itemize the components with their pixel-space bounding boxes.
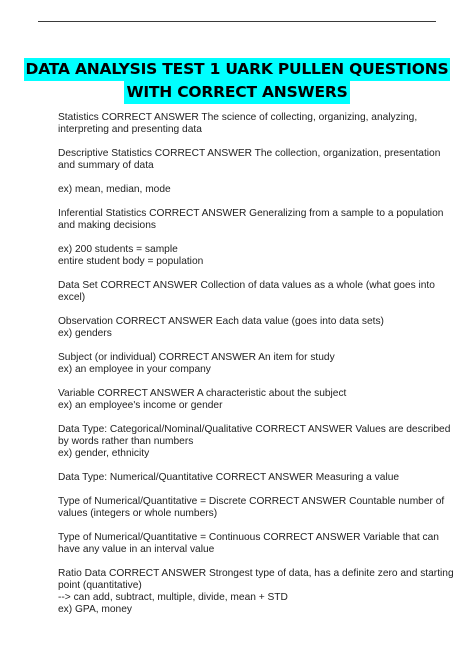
- text-line: entire student body = population: [58, 256, 204, 267]
- text-line: Inferential Statistics CORRECT ANSWER Generalizing from a sample to a population: [58, 208, 444, 219]
- text-line: by words rather than numbers: [58, 436, 194, 447]
- paragraph-data-set: [58, 280, 435, 304]
- text-line: and summary of data: [58, 160, 154, 171]
- paragraph-discrete: [58, 496, 445, 520]
- text-line: Type of Numerical/Quantitative = Discrete CORRECT ANSWER Countable number of: [58, 496, 445, 507]
- text-line: and making decisions: [58, 220, 156, 231]
- text-line: Type of Numerical/Quantitative = Continuous CORRECT ANSWER Variable that can: [58, 532, 439, 543]
- text-line: have any value in an interval value: [58, 544, 215, 555]
- paragraph-descriptive-example: [58, 184, 430, 196]
- paragraph-observation: [58, 316, 430, 340]
- text-line: ex) mean, median, mode: [58, 184, 171, 195]
- paragraph-categorical: [58, 424, 451, 460]
- paragraph-subject: [58, 352, 430, 376]
- title-line-2: WITH CORRECT ANSWERS: [124, 81, 349, 104]
- paragraph-variable: [58, 388, 430, 412]
- text-line: ex) genders: [58, 328, 112, 339]
- text-line: ex) an employee's income or gender: [58, 400, 223, 411]
- paragraph-numerical: [58, 472, 430, 484]
- text-line: ex) GPA, money: [58, 604, 132, 615]
- paragraph-inferential-example: [58, 244, 430, 268]
- text-line: excel): [58, 292, 86, 303]
- text-line: Observation CORRECT ANSWER Each data value (goes into data sets): [58, 316, 384, 327]
- paragraph-descriptive-statistics: [58, 148, 441, 172]
- document-title: [0, 58, 474, 104]
- header-rule: [38, 21, 436, 22]
- text-line: Statistics CORRECT ANSWER The science of collecting, organizing, analyzing,: [58, 112, 418, 123]
- text-line: Data Set CORRECT ANSWER Collection of data values as a whole (what goes into: [58, 280, 435, 291]
- text-line: ex) gender, ethnicity: [58, 448, 150, 459]
- text-line: Subject (or individual) CORRECT ANSWER An item for study: [58, 352, 335, 363]
- paragraph-ratio-data: [58, 568, 454, 616]
- paragraph-statistics: [58, 112, 430, 136]
- text-line: ex) 200 students = sample: [58, 244, 178, 255]
- text-line: Variable CORRECT ANSWER A characteristic about the subject: [58, 388, 347, 399]
- paragraph-continuous: [58, 532, 439, 556]
- text-line: ex) an employee in your company: [58, 364, 211, 375]
- text-line: Data Type: Categorical/Nominal/Qualitative CORRECT ANSWER Values are described: [58, 424, 451, 435]
- document-body: [58, 112, 454, 628]
- text-line: values (integers or whole numbers): [58, 508, 218, 519]
- title-line-1: DATA ANALYSIS TEST 1 UARK PULLEN QUESTIONS: [24, 58, 451, 81]
- paragraph-inferential-statistics: [58, 208, 444, 232]
- text-line: --> can add, subtract, multiple, divide, mean + STD: [58, 592, 288, 603]
- text-line: Ratio Data CORRECT ANSWER Strongest type of data, has a definite zero and starting: [58, 568, 454, 579]
- text-line: interpreting and presenting data: [58, 124, 202, 135]
- text-line: Descriptive Statistics CORRECT ANSWER The collection, organization, presentation: [58, 148, 441, 159]
- text-line: point (quantitative): [58, 580, 142, 591]
- text-line: Data Type: Numerical/Quantitative CORRECT ANSWER Measuring a value: [58, 472, 400, 483]
